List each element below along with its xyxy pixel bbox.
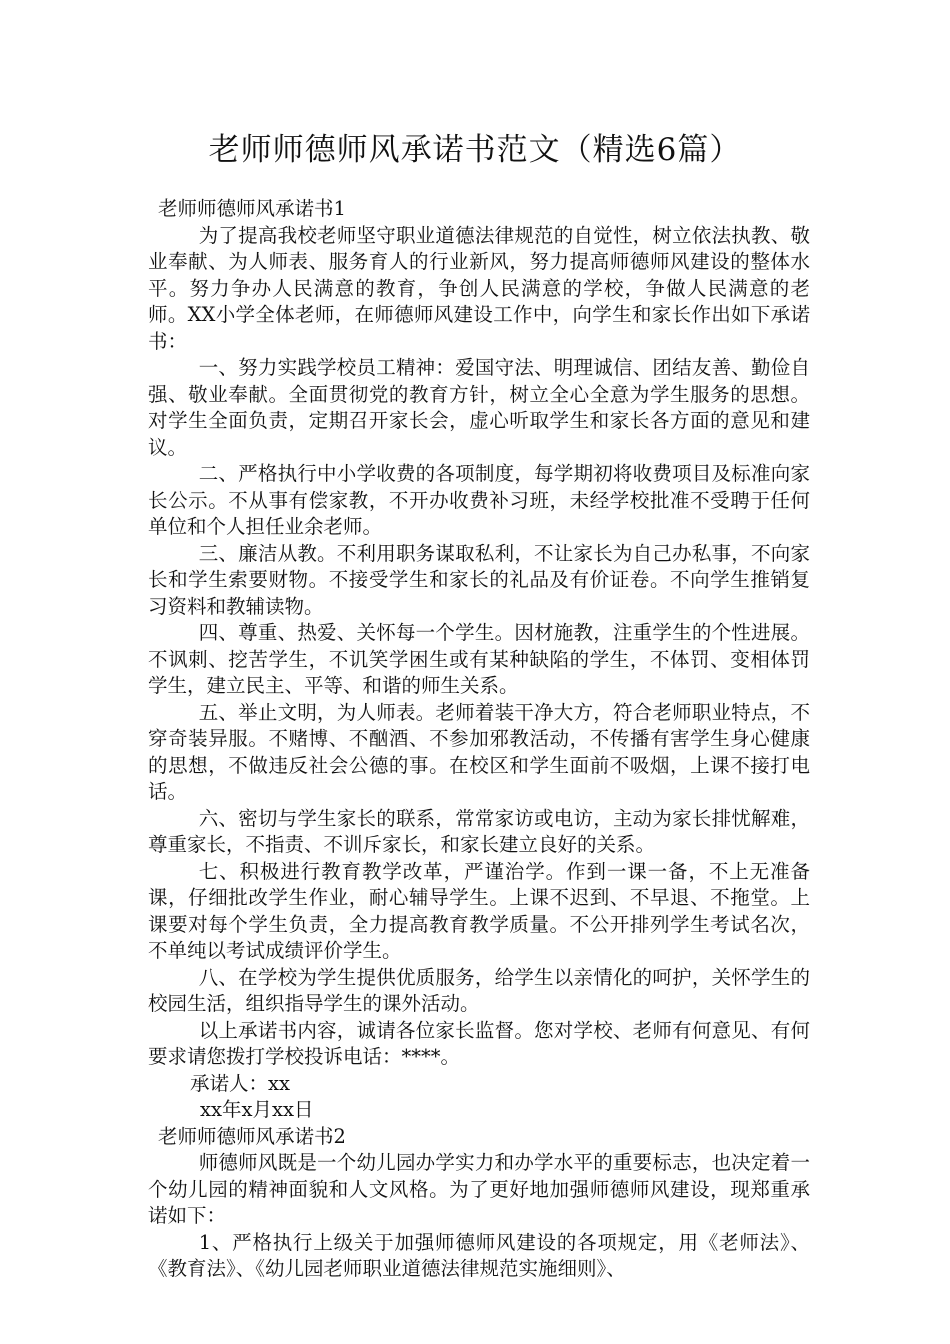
paragraph-item-5: 五、举止文明，为人师表。老师着装干净大方，符合老师职业特点，不穿奇装异服。不赌博、不酗酒、不参加邪教活动，不传播有害学生身心健康的思想，不做违反社会公德的事。在校区和学生面前不吸烟，上课不接打电话。 bbox=[148, 700, 810, 803]
section-2 bbox=[148, 1124, 810, 1283]
paragraph-item-7: 七、积极进行教育教学改革，严谨治学。作到一课一备，不上无准备课，仔细批改学生作业，耐心辅导学生。上课不迟到、不早退、不拖堂。上课要对每个学生负责，全力提高教育教学质量。不公开排列学生考试名次，不单纯以考试成绩评价学生。 bbox=[148, 859, 810, 962]
paragraph-item-8: 八、在学校为学生提供优质服务，给学生以亲情化的呵护，关怀学生的校园生活，组织指导学生的课外活动。 bbox=[148, 965, 810, 1015]
date-line: xx年x月xx日 bbox=[200, 1098, 314, 1121]
section-heading: 老师师德师风承诺书2 bbox=[158, 1124, 346, 1148]
paragraph-item-2: 二、严格执行中小学收费的各项制度，每学期初将收费项目及标准向家长公示。不从事有偿家教，不开办收费补习班，未经学校批准不受聘于任何单位和个人担任业余老师。 bbox=[148, 462, 810, 538]
paragraph-closing: 以上承诺书内容，诚请各位家长监督。您对学校、老师有何意见、有何要求请您拨打学校投诉电话：****。 bbox=[148, 1018, 810, 1068]
paragraph-item-3: 三、廉洁从教。不利用职务谋取私利，不让家长为自己办私事，不向家长和学生索要财物。不接受学生和家长的礼品及有价证卷。不向学生推销复习资料和教辅读物。 bbox=[148, 541, 810, 618]
paragraph-item-6: 六、密切与学生家长的联系，常常家访或电访，主动为家长排忧解难，尊重家长，不指责、不训斥家长，和家长建立良好的关系。 bbox=[148, 806, 810, 856]
section-heading: 老师师德师风承诺书1 bbox=[158, 197, 346, 220]
paragraph-intro: 师德师风既是一个幼儿园办学实力和办学水平的重要标志，也决定着一个幼儿园的精神面貌和人文风格。为了更好地加强师德师风建设，现郑重承诺如下： bbox=[148, 1151, 810, 1227]
signer-line: 承诺人：xx bbox=[190, 1071, 290, 1095]
paragraph-intro: 为了提高我校老师坚守职业道德法律规范的自觉性，树立依法执教、敬业奉献、为人师表、服务育人的行业新风，努力提高师德师风建设的整体水平。努力争办人民满意的教育，争创人民满意的学校，争做人民满意的老师。XX小学全体老师，在师德师风建设工作中，向学生和家长作出如下承诺书： bbox=[148, 223, 810, 353]
document-title: 老师师德师风承诺书范文（精选6篇） bbox=[208, 132, 742, 168]
paragraph-item-1: 1、严格执行上级关于加强师德师风建设的各项规定，用《老师法》、《教育法》、《幼儿园老师职业道德法律规范实施细则》、 bbox=[148, 1230, 810, 1280]
section-1 bbox=[148, 196, 810, 1124]
paragraph-item-4: 四、尊重、热爱、关怀每一个学生。因材施教，注重学生的个性进展。不讽刺、挖苦学生，不讥笑学困生或有某种缺陷的学生，不体罚、变相体罚学生，建立民主、平等、和谐的师生关系。 bbox=[148, 621, 810, 697]
paragraph-item-1: 一、努力实践学校员工精神：爱国守法、明理诚信、团结友善、勤俭自强、敬业奉献。全面贯彻党的教育方针，树立全心全意为学生服务的思想。对学生全面负责，定期召开家长会，虚心听取学生和家长各方面的意见和建议。 bbox=[148, 356, 810, 459]
document-body bbox=[148, 196, 810, 1283]
